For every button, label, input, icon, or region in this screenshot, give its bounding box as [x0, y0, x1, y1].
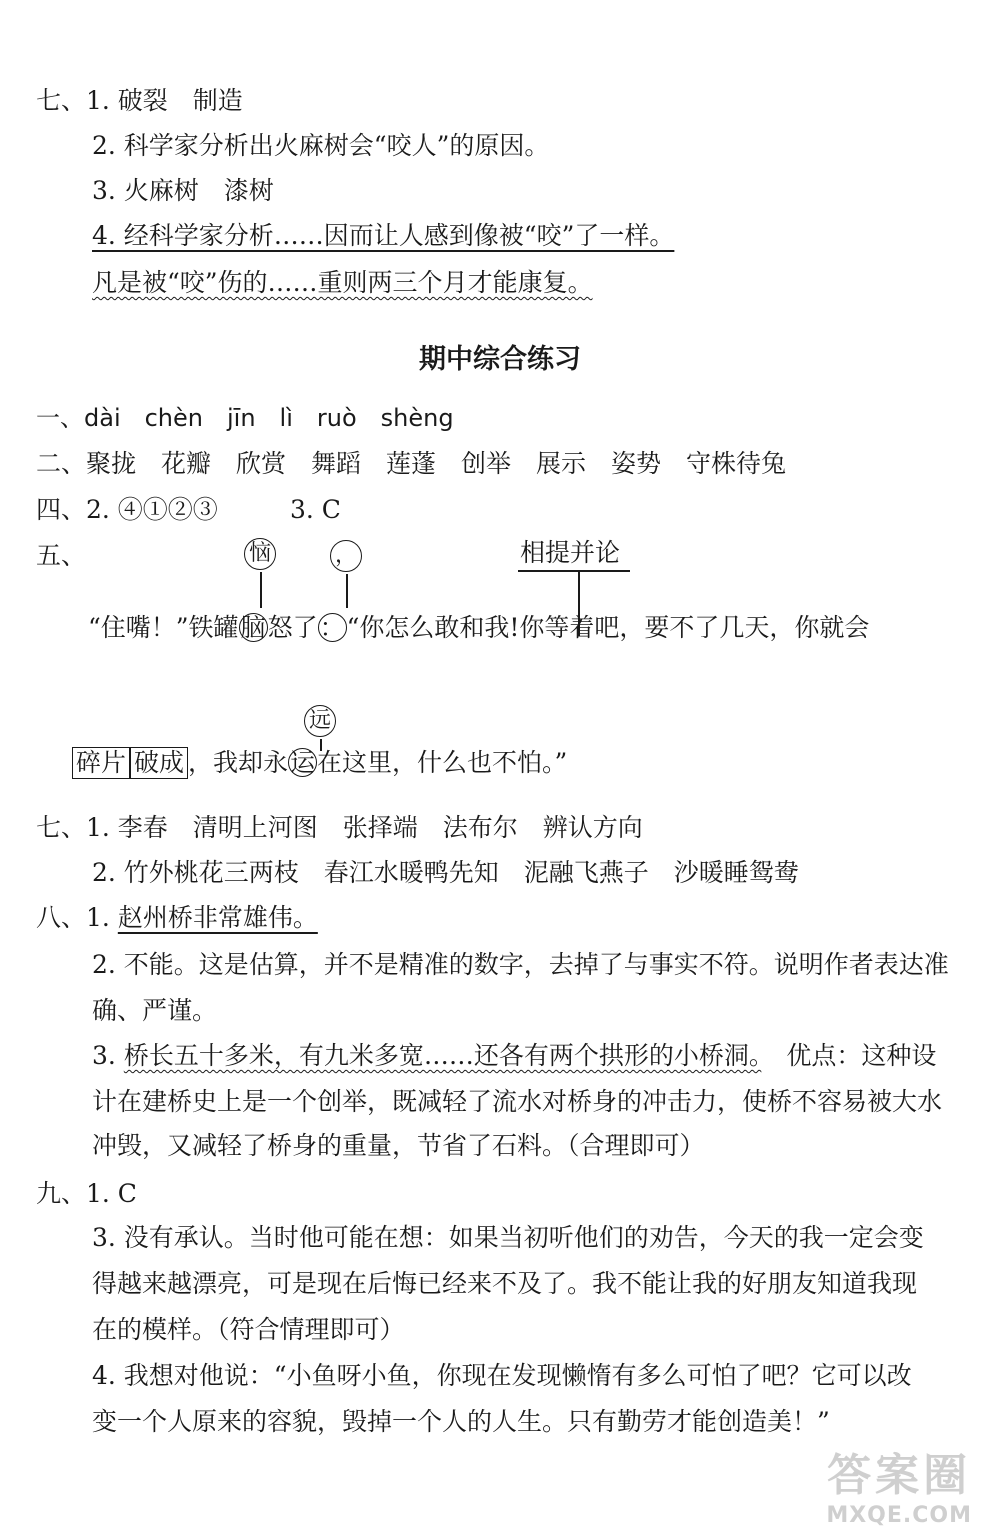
- sentence-2-part-b: 在这里，什么也不怕。”: [317, 748, 568, 777]
- circled-char-nao: 脑: [240, 613, 266, 642]
- sentence-1-part-c: “你怎么敢和我: [346, 613, 510, 642]
- answer-9-3-line-3: 在的模样。（符合情理即可）: [92, 1315, 405, 1344]
- answer-8-3-quote: 桥长五十多米，有九米多宽……还各有两个拱形的小桥洞。: [123, 1041, 762, 1070]
- answer-9-4-line-2: 变一个人原来的容貌，毁掉一个人的人生。只有勤劳才能创造美！”: [92, 1407, 830, 1436]
- correction-circle-nao: 恼: [244, 538, 276, 570]
- answer-7-3: 3. 火麻树 漆树: [92, 176, 274, 205]
- watermark-logo: 答案圈: [827, 1450, 972, 1501]
- answer-9-3-line-2: 得越来越漂亮，可是现在后悔已经来不及了。我不能让我的好朋友知道我现: [92, 1269, 918, 1298]
- correction-phrase-bar: [518, 570, 630, 572]
- answer-8-3-label: 3.: [92, 1041, 124, 1070]
- sentence-1-part-a: “住嘴！”铁罐: [88, 613, 239, 642]
- swap-box-pocheng: 破成: [130, 747, 188, 779]
- swap-box-suipian: 碎片: [72, 747, 130, 779]
- answer-7-2: 2. 科学家分析出火麻树会“咬人”的原因。: [92, 131, 550, 160]
- answer-8-1-label: 八、1.: [36, 903, 118, 932]
- watermark: [826, 1439, 972, 1528]
- sentence-1-part-b: 怒了: [267, 613, 318, 642]
- correction-circle-comma: ，: [330, 540, 362, 572]
- answer-8-3-line-3: 冲毁，又减轻了桥身的重量，节省了石料。（合理即可）: [92, 1131, 705, 1160]
- sentence-2-part-a: ，我却永: [188, 748, 289, 777]
- answer-8-1-text: 赵州桥非常雄伟。: [117, 903, 318, 932]
- answer-7-4: 4. 经科学家分析……因而让人感到像被“咬”了一样。: [92, 221, 675, 250]
- answer-7b-2: 2. 竹外桃花三两枝 春江水暖鸭先知 泥融飞燕子 沙暖睡鸳鸯: [92, 858, 799, 887]
- answer-1-pinyin: 一、dài chèn jīn lì ruò shèng: [36, 404, 454, 432]
- watermark-url: MXQE.COM: [826, 1503, 972, 1528]
- correction-connector-comma: [346, 574, 348, 608]
- answer-4-2: 四、2. ④①②③: [36, 495, 218, 524]
- answer-2-words: 二、聚拢 花瓣 欣赏 舞蹈 莲蓬 创举 展示 姿势 守株待兔: [36, 449, 787, 478]
- sentence-1-part-d: !你等着吧，要不了几天，你就会: [509, 613, 870, 642]
- answer-8-1: [36, 905, 318, 930]
- answer-5-sentence-2: [72, 747, 567, 779]
- answer-5-label: 五、: [36, 541, 87, 570]
- answer-4-3: 3. C: [290, 495, 341, 524]
- answer-5-sentence-1: [88, 613, 869, 642]
- answer-9-1: 九、1. C: [36, 1179, 137, 1208]
- page-title: 期中综合练习: [419, 344, 581, 375]
- answer-8-2-line-1: 2. 不能。这是估算，并不是精准的数字，去掉了与事实不符。说明作者表达准: [92, 950, 949, 979]
- circled-char-yun: 运: [290, 748, 316, 777]
- correction-circle-yuan: 远: [304, 705, 336, 737]
- answer-7-1: 七、1. 破裂 制造: [36, 86, 243, 115]
- answer-7-4-continued: 凡是被“咬”伤的……重则两三个月才能康复。: [92, 268, 593, 297]
- answer-9-3-line-1: 3. 没有承认。当时他可能在想：如果当初听他们的劝告，今天的我一定会变: [92, 1223, 924, 1252]
- correction-phrase: 相提并论: [520, 538, 621, 567]
- answer-8-3-line-2: 计在建桥史上是一个创举，既减轻了流水对桥身的冲击力，使桥不容易被大水: [92, 1087, 943, 1116]
- answer-8-3-tail: 优点：这种设: [761, 1041, 937, 1070]
- answer-7b-1: 七、1. 李春 清明上河图 张择端 法布尔 辨认方向: [36, 813, 643, 842]
- answer-9-4-line-1: 4. 我想对他说：“小鱼呀小鱼，你现在发现懒惰有多么可怕了吧？它可以改: [92, 1361, 912, 1390]
- answer-8-3-line-1: [92, 1043, 936, 1068]
- circled-colon: ：: [319, 613, 345, 642]
- answer-8-2-line-2: 确、严谨。: [92, 996, 218, 1025]
- correction-connector-nao: [260, 572, 262, 608]
